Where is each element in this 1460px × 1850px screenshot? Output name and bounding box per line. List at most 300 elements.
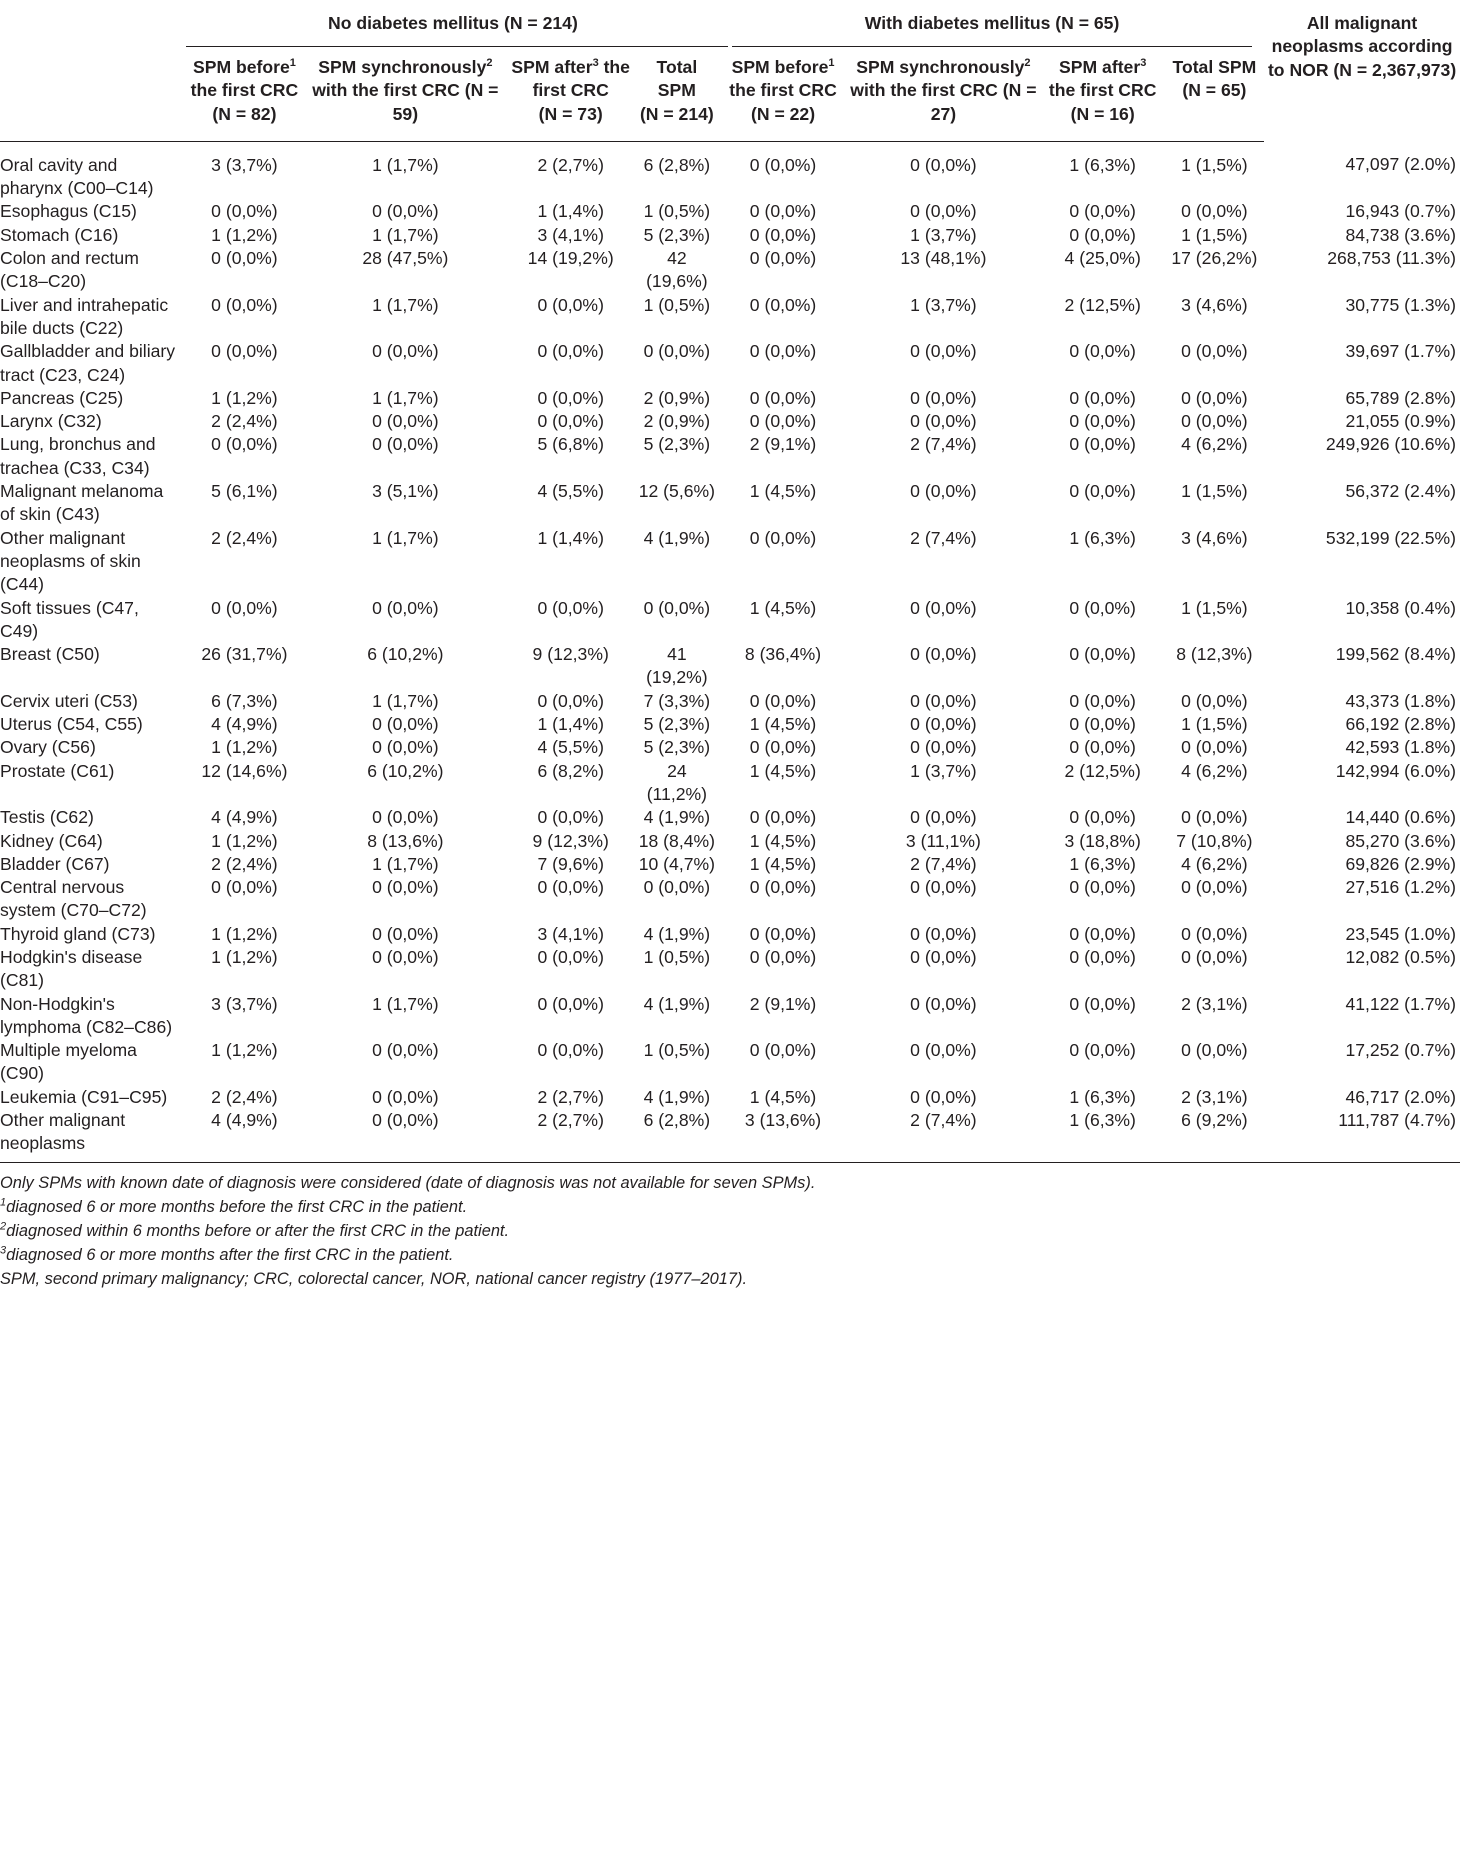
table-cell: 9 (12,3%) (532, 830, 609, 851)
table-cell: 4 (1,9%) (643, 923, 711, 944)
table-cell: 0 (0,0%) (749, 387, 817, 408)
table-cell: 0 (0,0%) (537, 1040, 604, 1061)
table-cell: 18 (8,4%) (638, 830, 715, 851)
table-cell: 1 (3,7%) (910, 294, 977, 315)
table-cell: 5 (6,1%) (211, 481, 278, 502)
table-cell: 8 (13,6%) (367, 830, 444, 851)
table-cell: 0 (0,0%) (1069, 993, 1136, 1014)
row-label: Larynx (C32) (0, 411, 102, 432)
table-cell: 1 (1,7%) (372, 690, 439, 711)
table-cell: 0 (0,0%) (537, 877, 604, 898)
table-cell: 0 (0,0%) (749, 877, 817, 898)
table-cell: 0 (0,0%) (1069, 923, 1136, 944)
table-cell: 0 (0,0%) (372, 597, 439, 618)
table-cell: 0 (0,0%) (749, 807, 817, 828)
row-label: Central nervous system (C70–C72) (0, 877, 147, 921)
table-cell: 0 (0,0%) (910, 714, 977, 735)
table-cell: 1 (6,3%) (1069, 154, 1136, 175)
table-row (0, 713, 1460, 736)
table-cell: 2 (12,5%) (1064, 294, 1141, 315)
table-row (0, 946, 1460, 993)
table-row (0, 690, 1460, 713)
table-cell: 7 (9,6%) (537, 853, 604, 874)
table-cell: 0 (0,0%) (1069, 807, 1136, 828)
table-cell: 1 (4,5%) (749, 853, 817, 874)
table-cell: 0 (0,0%) (211, 201, 278, 222)
table-cell: 0 (0,0%) (1181, 387, 1248, 408)
row-label: Soft tissues (C47, C49) (0, 597, 139, 641)
table-cell: 4 (6,2%) (1181, 760, 1248, 781)
table-cell: 12 (14,6%) (201, 760, 288, 781)
table-cell: 0 (0,0%) (211, 294, 278, 315)
table-cell: 21,055 (0.9%) (1345, 411, 1456, 432)
row-label: Prostate (C61) (0, 760, 115, 781)
table-cell: 1 (4,5%) (749, 481, 817, 502)
col-header-all-malignant: All malignant neoplasms according to NOR (N = 2,367,973) (1267, 13, 1457, 80)
table-cell: 10 (4,7%) (638, 853, 715, 874)
table-cell: 0 (0,0%) (211, 597, 278, 618)
table-row (0, 853, 1460, 876)
table-cell: 4 (1,9%) (643, 527, 711, 548)
table-row (0, 247, 1460, 294)
table-cell: 0 (0,0%) (372, 877, 439, 898)
table-cell: 0 (0,0%) (910, 201, 977, 222)
table-footnotes (0, 1162, 1460, 1291)
table-cell: 1 (6,3%) (1069, 1110, 1136, 1131)
table-cell: 1 (4,5%) (749, 597, 817, 618)
table-cell: 0 (0,0%) (643, 597, 711, 618)
table-cell: 1 (1,2%) (211, 737, 278, 758)
table-cell: 3 (5,1%) (372, 481, 439, 502)
table-cell: 1 (1,2%) (211, 1040, 278, 1061)
table-cell: 2 (2,4%) (211, 853, 278, 874)
table-cell: 0 (0,0%) (537, 993, 604, 1014)
table-cell: 4 (4,9%) (211, 807, 278, 828)
table-cell: 0 (0,0%) (1069, 201, 1136, 222)
table-cell: 0 (0,0%) (211, 877, 278, 898)
table-cell: 0 (0,0%) (1181, 1040, 1248, 1061)
table-cell: 6 (7,3%) (211, 690, 278, 711)
table-cell: 0 (0,0%) (1181, 807, 1248, 828)
row-label: Esophagus (C15) (0, 201, 137, 222)
table-cell: 4 (1,9%) (643, 993, 711, 1014)
table-cell: 1 (1,7%) (372, 387, 439, 408)
col-header-total: Total SPM (N = 65) (1165, 48, 1265, 141)
table-cell: 0 (0,0%) (372, 923, 439, 944)
row-label: Stomach (C16) (0, 224, 119, 245)
table-cell: 4 (25,0%) (1064, 248, 1141, 269)
table-cell: 1 (1,7%) (372, 294, 439, 315)
row-label: Kidney (C64) (0, 830, 103, 851)
table-cell: 532,199 (22.5%) (1325, 527, 1456, 548)
table-cell: 39,697 (1.7%) (1345, 341, 1456, 362)
table-cell: 6 (9,2%) (1181, 1110, 1248, 1131)
table-cell: 0 (0,0%) (372, 946, 439, 967)
table-cell: 0 (0,0%) (1069, 946, 1136, 967)
table-cell: 0 (0,0%) (537, 387, 604, 408)
table-cell: 1 (1,7%) (372, 527, 439, 548)
table-cell: 1 (0,5%) (643, 946, 711, 967)
footnote-general: Only SPMs with known date of diagnosis were considered (date of diagnosis was not available for seven SPMs). (0, 1174, 816, 1192)
row-label: Non-Hodgkin's lymphoma (C82–C86) (0, 993, 173, 1037)
table-cell: 17,252 (0.7%) (1345, 1040, 1456, 1061)
table-cell: 1 (6,3%) (1069, 1086, 1136, 1107)
table-cell: 1 (6,3%) (1069, 527, 1136, 548)
table-row (0, 387, 1460, 410)
table-cell: 41 (19,2%) (646, 644, 708, 688)
table-cell: 5 (6,8%) (537, 434, 604, 455)
table-cell: 0 (0,0%) (537, 946, 604, 967)
table-cell: 1 (1,2%) (211, 946, 278, 967)
table-cell: 0 (0,0%) (910, 877, 977, 898)
table-cell: 1 (1,2%) (211, 923, 278, 944)
row-label: Gallbladder and biliary tract (C23, C24) (0, 341, 176, 385)
table-cell: 16,943 (0.7%) (1345, 201, 1456, 222)
col-header-after: SPM after$^3$ the first CRC (N = 73) (508, 48, 634, 141)
table-cell: 6 (10,2%) (367, 644, 444, 665)
row-label: Other malignant neoplasms (0, 1110, 126, 1154)
group-header-no-dm (186, 0, 720, 48)
table-cell: 0 (0,0%) (1069, 411, 1136, 432)
table-row (0, 923, 1460, 946)
table-cell: 0 (0,0%) (910, 923, 977, 944)
table-cell: 0 (0,0%) (749, 527, 817, 548)
table-row (0, 200, 1460, 223)
table-cell: 1 (3,7%) (910, 224, 977, 245)
table-cell: 0 (0,0%) (537, 341, 604, 362)
table-cell: 0 (0,0%) (1181, 923, 1248, 944)
table-cell: 0 (0,0%) (1181, 737, 1248, 758)
table-cell: 12 (5,6%) (638, 481, 715, 502)
table-cell: 43,373 (1.8%) (1345, 690, 1456, 711)
table-row (0, 433, 1460, 480)
table-cell: 0 (0,0%) (372, 411, 439, 432)
table-row (0, 527, 1460, 597)
table-cell: 0 (0,0%) (910, 946, 977, 967)
table-cell: 2 (2,4%) (211, 411, 278, 432)
table-cell: 24 (11,2%) (646, 760, 708, 804)
table-cell: 3 (11,1%) (905, 830, 981, 851)
table-cell: 66,192 (2.8%) (1345, 714, 1456, 735)
table-cell: 111,787 (4.7%) (1338, 1110, 1456, 1131)
col-header-total: Total SPM (N = 214) (634, 48, 720, 141)
table-cell: 0 (0,0%) (1069, 387, 1136, 408)
table-cell: 2 (2,7%) (537, 154, 604, 175)
table-cell: 4 (4,9%) (211, 1110, 278, 1131)
table-cell: 0 (0,0%) (537, 294, 604, 315)
table-cell: 0 (0,0%) (910, 644, 977, 665)
table-cell: 0 (0,0%) (749, 201, 817, 222)
row-label: Testis (C62) (0, 807, 94, 828)
table-cell: 1 (1,7%) (372, 154, 439, 175)
table-body (0, 141, 1460, 1155)
table-cell: 0 (0,0%) (1069, 341, 1136, 362)
row-label: Liver and intrahepatic bile ducts (C22) (0, 294, 169, 338)
table-row (0, 141, 1460, 200)
table-cell: 12,082 (0.5%) (1345, 946, 1456, 967)
table-cell: 0 (0,0%) (910, 597, 977, 618)
table-cell: 3 (4,1%) (537, 923, 604, 944)
table-cell: 2 (0,9%) (643, 387, 711, 408)
table-cell: 28 (47,5%) (362, 248, 449, 269)
table-cell: 1 (1,2%) (211, 387, 278, 408)
table-cell: 0 (0,0%) (643, 341, 711, 362)
table-cell: 4 (6,2%) (1181, 434, 1248, 455)
table-cell: 1 (1,4%) (537, 201, 604, 222)
table-cell: 1 (4,5%) (749, 714, 817, 735)
table-cell: 0 (0,0%) (211, 248, 278, 269)
table-cell: 0 (0,0%) (211, 341, 278, 362)
table-cell: 1 (1,2%) (211, 830, 278, 851)
table-cell: 6 (2,8%) (643, 154, 711, 175)
table-row (0, 1086, 1460, 1109)
table-cell: 0 (0,0%) (537, 597, 604, 618)
table-cell: 8 (12,3%) (1176, 644, 1253, 665)
table-cell: 2 (2,7%) (537, 1086, 604, 1107)
table-cell: 2 (9,1%) (749, 993, 817, 1014)
table-cell: 27,516 (1.2%) (1345, 877, 1456, 898)
table-cell: 2 (2,4%) (211, 1086, 278, 1107)
table-cell: 14,440 (0.6%) (1345, 807, 1456, 828)
col-header-after: SPM after$^3$ the first CRC (N = 16) (1041, 48, 1165, 141)
table-row (0, 597, 1460, 644)
table-row (0, 876, 1460, 923)
table-cell: 56,372 (2.4%) (1345, 481, 1456, 502)
table-cell: 41,122 (1.7%) (1345, 993, 1456, 1014)
table-cell: 0 (0,0%) (372, 1040, 439, 1061)
table-cell: 4 (4,9%) (211, 714, 278, 735)
table-cell: 0 (0,0%) (372, 714, 439, 735)
table-cell: 14 (19,2%) (527, 248, 614, 269)
row-label: Pancreas (C25) (0, 387, 124, 408)
row-label: Breast (C50) (0, 644, 100, 665)
table-cell: 2 (2,7%) (537, 1110, 604, 1131)
table-cell: 3 (4,6%) (1181, 294, 1248, 315)
table-cell: 4 (6,2%) (1181, 853, 1248, 874)
table-cell: 1 (1,5%) (1181, 481, 1248, 502)
table-cell: 2 (2,4%) (211, 527, 278, 548)
table-cell: 1 (1,7%) (372, 224, 439, 245)
table-cell: 0 (0,0%) (537, 411, 604, 432)
table-cell: 0 (0,0%) (910, 341, 977, 362)
table-row (0, 1039, 1460, 1086)
table-row (0, 760, 1460, 807)
table-cell: 3 (13,6%) (744, 1110, 822, 1131)
table-row (0, 736, 1460, 759)
table-cell: 0 (0,0%) (372, 341, 439, 362)
group-header-dm (720, 0, 1264, 48)
table-cell: 2 (3,1%) (1181, 993, 1248, 1014)
row-label: Thyroid gland (C73) (0, 923, 156, 944)
table-cell: 1 (0,5%) (643, 1040, 711, 1061)
table-cell: 2 (3,1%) (1181, 1086, 1248, 1107)
table-cell: 4 (5,5%) (537, 481, 604, 502)
table-cell: 0 (0,0%) (910, 807, 977, 828)
table-cell: 0 (0,0%) (910, 411, 977, 432)
row-label: Ovary (C56) (0, 737, 96, 758)
table-cell: 0 (0,0%) (910, 1086, 977, 1107)
table-cell: 65,789 (2.8%) (1345, 387, 1456, 408)
table-cell: 1 (0,5%) (643, 201, 711, 222)
table-cell: 1 (3,7%) (910, 760, 977, 781)
row-label: Other malignant neoplasms of skin (C44) (0, 527, 141, 595)
table-cell: 0 (0,0%) (372, 1086, 439, 1107)
table-row (0, 480, 1460, 527)
row-label: Malignant melanoma of skin (C43) (0, 481, 164, 525)
col-header-synchronous: SPM synchronously$^2$ with the first CRC (N = 27) (846, 48, 1041, 141)
table-cell: 0 (0,0%) (1181, 877, 1248, 898)
table-cell: 0 (0,0%) (211, 434, 278, 455)
table-cell: 199,562 (8.4%) (1335, 644, 1456, 665)
table-cell: 0 (0,0%) (537, 807, 604, 828)
table-cell: 47,097 (2.0%) (1345, 154, 1456, 175)
table-cell: 1 (1,5%) (1181, 154, 1248, 175)
table-cell: 2 (0,9%) (643, 411, 711, 432)
row-label: Leukemia (C91–C95) (0, 1086, 168, 1107)
table-cell: 0 (0,0%) (1069, 597, 1136, 618)
table-row (0, 830, 1460, 853)
table-cell: 1 (1,7%) (372, 853, 439, 874)
table-cell: 4 (1,9%) (643, 1086, 711, 1107)
table-cell: 0 (0,0%) (749, 1040, 817, 1061)
table-cell: 0 (0,0%) (749, 411, 817, 432)
table-cell: 0 (0,0%) (372, 201, 439, 222)
table-cell: 13 (48,1%) (900, 248, 987, 269)
footnote-1: $^1$diagnosed 6 or more months before the first CRC in the patient. (0, 1196, 468, 1216)
table-cell: 1 (1,5%) (1181, 714, 1248, 735)
table-cell: 8 (36,4%) (744, 644, 822, 665)
table-cell: 249,926 (10.6%) (1325, 434, 1456, 455)
table-cell: 0 (0,0%) (749, 946, 817, 967)
footnote-abbreviations: SPM, second primary malignancy; CRC, colorectal cancer, NOR, national cancer registry (1977–2017). (0, 1270, 748, 1288)
table-cell: 7 (10,8%) (1176, 830, 1253, 851)
table-cell: 0 (0,0%) (1069, 1040, 1136, 1061)
table-cell: 6 (8,2%) (537, 760, 604, 781)
table-cell: 3 (4,6%) (1181, 527, 1248, 548)
table-cell: 3 (3,7%) (211, 993, 278, 1014)
table-cell: 0 (0,0%) (372, 1110, 439, 1131)
table-cell: 0 (0,0%) (749, 294, 817, 315)
table-cell: 0 (0,0%) (910, 154, 977, 175)
table-cell: 7 (3,3%) (643, 690, 711, 711)
table-cell: 0 (0,0%) (1069, 644, 1136, 665)
row-label: Lung, bronchus and trachea (C33, C34) (0, 434, 156, 478)
table-cell: 0 (0,0%) (372, 737, 439, 758)
table-cell: 1 (4,5%) (749, 760, 817, 781)
table-cell: 1 (1,2%) (211, 224, 278, 245)
table-cell: 4 (1,9%) (643, 807, 711, 828)
table-cell: 0 (0,0%) (910, 387, 977, 408)
table-cell: 0 (0,0%) (749, 224, 817, 245)
table-cell: 69,826 (2.9%) (1345, 853, 1456, 874)
table-cell: 30,775 (1.3%) (1345, 294, 1456, 315)
table-cell: 0 (0,0%) (1069, 434, 1136, 455)
table-cell: 23,545 (1.0%) (1345, 923, 1456, 944)
table-row (0, 224, 1460, 247)
table-cell: 0 (0,0%) (749, 248, 817, 269)
row-label: Multiple myeloma (C90) (0, 1040, 137, 1084)
table-cell: 2 (7,4%) (910, 434, 977, 455)
table-cell: 0 (0,0%) (749, 154, 817, 175)
table-cell: 0 (0,0%) (749, 923, 817, 944)
table-cell: 1 (0,5%) (643, 294, 711, 315)
row-label: Bladder (C67) (0, 853, 110, 874)
table-cell: 26 (31,7%) (201, 644, 288, 665)
table-cell: 0 (0,0%) (1181, 946, 1248, 967)
table-cell: 0 (0,0%) (910, 481, 977, 502)
table-cell: 0 (0,0%) (749, 690, 817, 711)
table-cell: 3 (3,7%) (211, 154, 278, 175)
row-label: Colon and rectum (C18–C20) (0, 248, 139, 292)
table-cell: 1 (6,3%) (1069, 853, 1136, 874)
table-cell: 2 (7,4%) (910, 527, 977, 548)
group-header-no-dm-label: No diabetes mellitus (N = 214) (328, 13, 578, 33)
row-label: Oral cavity and pharynx (C00–C14) (0, 154, 154, 199)
table-cell: 1 (1,5%) (1181, 224, 1248, 245)
table-row (0, 993, 1460, 1040)
table-cell: 46,717 (2.0%) (1345, 1086, 1456, 1107)
table-cell: 1 (1,5%) (1181, 597, 1248, 618)
footnote-3: $^3$diagnosed 6 or more months after the first CRC in the patient. (0, 1244, 454, 1264)
table-cell: 2 (9,1%) (749, 434, 817, 455)
table-cell: 85,270 (3.6%) (1345, 830, 1456, 851)
table-cell: 6 (2,8%) (643, 1110, 711, 1131)
table-cell: 0 (0,0%) (910, 690, 977, 711)
table-cell: 3 (4,1%) (537, 224, 604, 245)
table-cell: 0 (0,0%) (749, 341, 817, 362)
table-cell: 42,593 (1.8%) (1345, 737, 1456, 758)
table-cell: 0 (0,0%) (1069, 690, 1136, 711)
table-cell: 42 (19,6%) (646, 248, 708, 292)
table-cell: 0 (0,0%) (1181, 690, 1248, 711)
table-row (0, 806, 1460, 829)
table-cell: 0 (0,0%) (643, 877, 711, 898)
table-cell: 0 (0,0%) (910, 993, 977, 1014)
table-cell: 0 (0,0%) (372, 434, 439, 455)
table-row (0, 643, 1460, 690)
table-cell: 0 (0,0%) (910, 1040, 977, 1061)
table-row (0, 410, 1460, 433)
table-cell: 0 (0,0%) (537, 690, 604, 711)
table-cell: 2 (7,4%) (910, 853, 977, 874)
row-label: Hodgkin's disease (C81) (0, 946, 143, 991)
table-cell: 0 (0,0%) (1069, 737, 1136, 758)
table-cell: 0 (0,0%) (1069, 714, 1136, 735)
table-cell: 0 (0,0%) (1181, 411, 1248, 432)
table-cell: 5 (2,3%) (643, 224, 711, 245)
table-cell: 4 (5,5%) (537, 737, 604, 758)
table-cell: 1 (1,7%) (372, 993, 439, 1014)
table-cell: 6 (10,2%) (367, 760, 444, 781)
col-header-before: SPM before$^1$ the first CRC (N = 82) (186, 48, 303, 141)
table-cell: 3 (18,8%) (1064, 830, 1141, 851)
col-header-before: SPM before$^1$ the first CRC (N = 22) (720, 48, 846, 141)
table-cell: 5 (2,3%) (643, 714, 711, 735)
table-cell: 0 (0,0%) (749, 737, 817, 758)
table-cell: 0 (0,0%) (910, 737, 977, 758)
table-row (0, 1109, 1460, 1156)
table-cell: 0 (0,0%) (1069, 224, 1136, 245)
footnote-2: $^2$diagnosed within 6 months before or after the first CRC in the patient. (0, 1220, 510, 1240)
table-cell: 0 (0,0%) (1069, 877, 1136, 898)
row-label: Uterus (C54, C55) (0, 714, 143, 735)
table-cell: 84,738 (3.6%) (1345, 224, 1456, 245)
table-row (0, 294, 1460, 341)
table-cell: 1 (4,5%) (749, 1086, 817, 1107)
table-cell: 1 (1,4%) (537, 714, 604, 735)
table-cell: 268,753 (11.3%) (1327, 248, 1456, 269)
table-cell: 1 (1,4%) (537, 527, 604, 548)
